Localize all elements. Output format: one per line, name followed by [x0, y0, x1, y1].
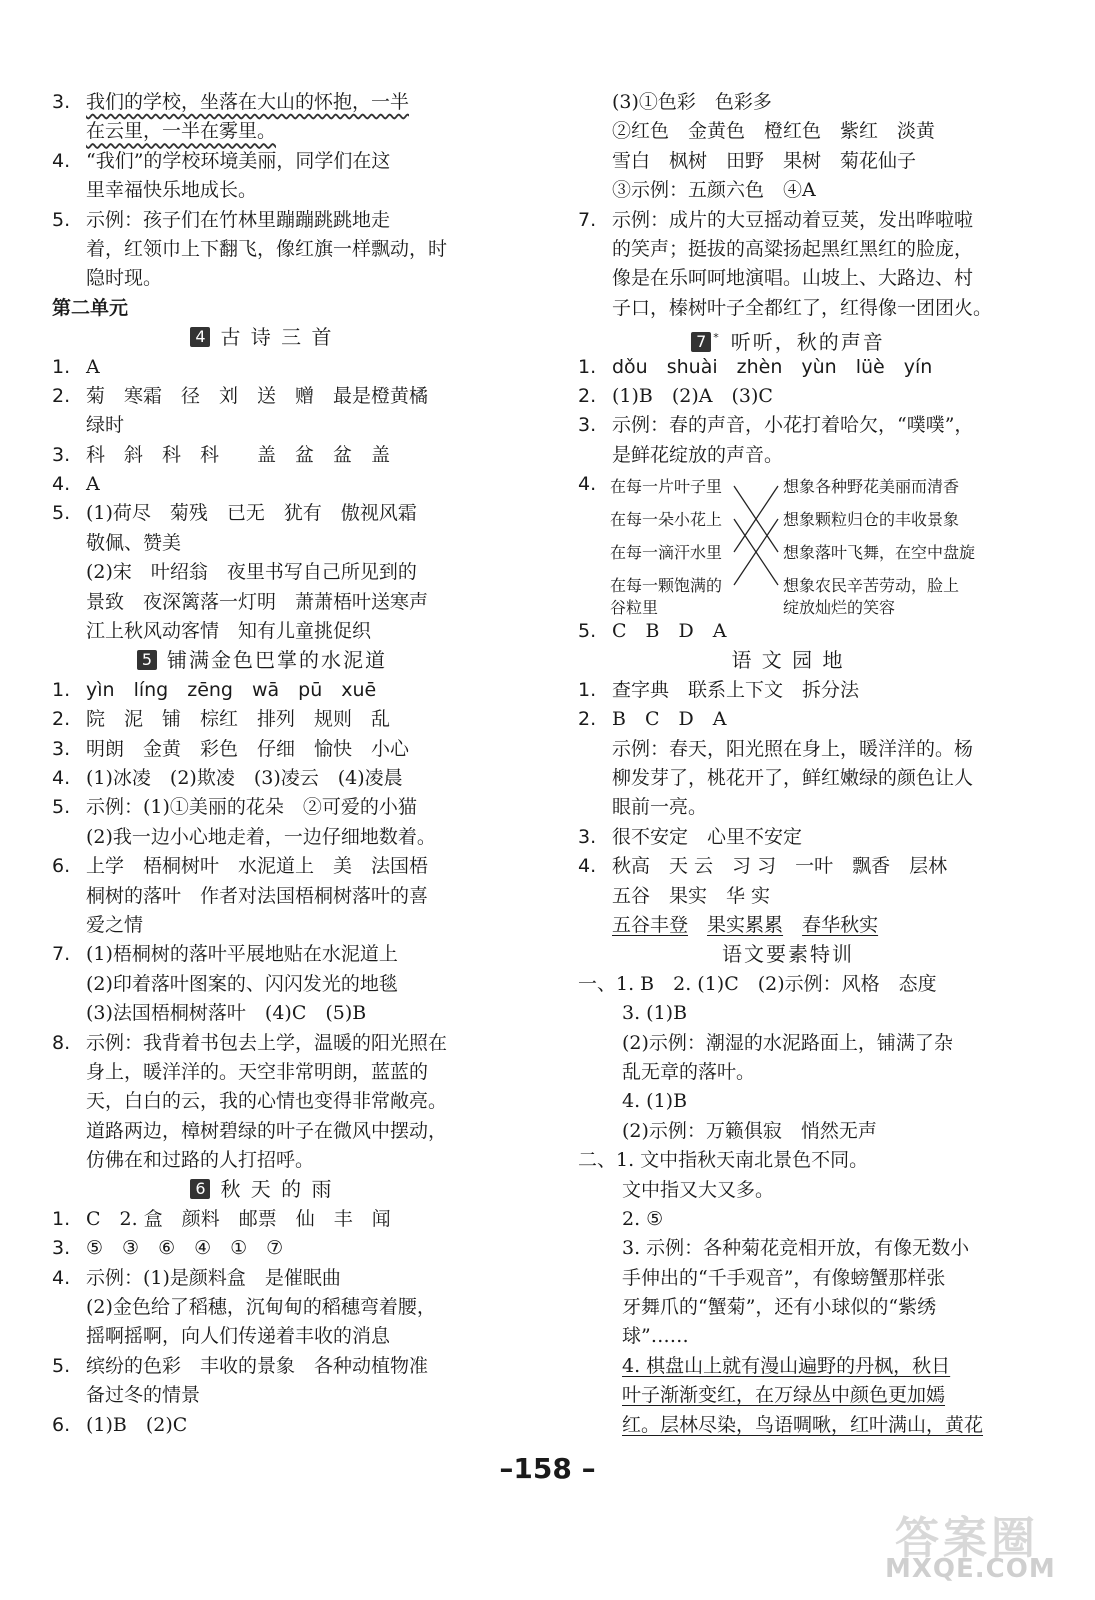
answer-line: 2. ⑤ [622, 1207, 664, 1230]
answer-text: 示例：(1)是颜料盒 是催眠曲 [86, 1266, 341, 1289]
watermark-logo: 答案圈 [895, 1513, 1039, 1564]
item-number: 3. [578, 825, 597, 848]
underlined-text: 4. 棋盘山上就有漫山遍野的丹枫，秋日 [622, 1354, 951, 1377]
match-left-item: 在每一滴汗水里 [610, 543, 723, 563]
item-number: 2. [578, 708, 597, 731]
answer-line: 的笑声；挺拔的高粱扬起黑红黑红的脸庞， [612, 237, 974, 260]
answer-line [578, 353, 998, 382]
answer-line: 是鲜花绽放的声音。 [612, 443, 784, 466]
item-number: 4. [52, 149, 71, 172]
section-title-7 [578, 323, 998, 355]
item-number: 5. [52, 796, 71, 819]
answer-line [52, 353, 472, 382]
underlined-idiom: 五谷丰登 [612, 913, 689, 936]
item-number: 6. [52, 855, 71, 878]
item-number: 1. [52, 1207, 71, 1230]
answer-line: 着，红领巾上下翻飞，像红旗一样飘动，时 [86, 237, 448, 260]
item-number: 5. [52, 502, 71, 525]
item-number: 3. [578, 414, 597, 437]
answer-line: 眼前一亮。 [612, 796, 708, 819]
answer-line [52, 793, 472, 822]
answer-line: 身上，暖洋洋的。天空非常明朗，蓝蓝的 [86, 1060, 429, 1083]
underlined-idiom: 春华秋实 [802, 913, 879, 936]
answer-line: 4. (1)B [622, 1090, 688, 1113]
answer-line [52, 1205, 472, 1234]
optional-marker: * [713, 331, 721, 345]
answer-line [52, 676, 472, 705]
answer-line: 绿时 [86, 414, 125, 437]
answer-text: 示例：春的声音，小花打着哈欠，“噗噗”， [612, 414, 974, 437]
answer-line [52, 1352, 472, 1381]
match-left-item: 谷粒里 [610, 598, 659, 618]
item-number: 4. [52, 473, 71, 496]
answer-line [578, 705, 998, 734]
watermark-url: MXQE.COM [885, 1554, 1056, 1584]
answer-text: B C D A [612, 708, 727, 731]
answer-text: 科 斜 科 科 盖 盆 盆 盖 [86, 443, 391, 466]
answer-line: 道路两边，樟树碧绿的叶子在微风中摆动， [86, 1119, 448, 1142]
answer-text: 缤纷的色彩 丰收的景象 各种动植物准 [86, 1354, 429, 1377]
answer-line: 示例：春天，阳光照在身上，暖洋洋的。杨 [612, 737, 974, 760]
wavy-underlined-text: 我们的学校，坐落在大山的怀抱，一半 [86, 91, 410, 113]
answer-text: (1)B (2)C [86, 1413, 188, 1436]
answer-line: 子口，榛树叶子全都红了，红得像一团团火。 [612, 296, 993, 319]
item-number: 1. [578, 678, 597, 701]
match-right-item: 想象农民辛苦劳动，脸上 [783, 576, 960, 596]
match-left-item: 在每一片叶子里 [610, 477, 723, 497]
answer-line: 景致 夜深篱落一灯明 萧萧梧叶送寒声 [86, 590, 429, 613]
answer-line: 摇啊摇啊，向人们传递着丰收的消息 [86, 1325, 391, 1348]
answer-text: 秋高 天 云 习 习 一叶 飘香 层林 [612, 855, 948, 878]
underlined-idiom: 果实累累 [707, 913, 784, 936]
answer-line [52, 705, 472, 734]
answer-line: 敬佩、赞美 [86, 531, 182, 554]
answer-text: ⑤ ③ ⑥ ④ ① ⑦ [86, 1237, 284, 1260]
answer-line [578, 1381, 998, 1410]
answer-line: 江上秋风动客情 知有儿童挑促织 [86, 620, 372, 643]
lesson-badge: 5 [137, 650, 157, 670]
match-right-item: 想象各种野花美丽而清香 [783, 477, 960, 497]
match-right-item: 绽放灿烂的笑容 [783, 598, 896, 618]
answer-line [52, 1234, 472, 1263]
page-number: –158 – [499, 1452, 596, 1485]
answer-line [578, 1411, 998, 1440]
item-number: 5. [578, 620, 597, 643]
answer-line: 牙舞爪的“蟹菊”，还有小球似的“紫绣 [622, 1296, 937, 1319]
answer-line [578, 852, 998, 881]
answer-line: (2)印着落叶图案的、闪闪发光的地毯 [86, 972, 398, 995]
lesson-badge: 6 [190, 1179, 210, 1199]
answer-text: 示例：成片的大豆摇动着豆荚，发出哗啦啦 [612, 208, 974, 231]
answer-line: 仿佛在和过路的人打招呼。 [86, 1149, 315, 1172]
item-number: 3. [52, 443, 71, 466]
answer-line [52, 117, 472, 146]
answer-text: 示例：孩子们在竹林里蹦蹦跳跳地走 [86, 208, 391, 231]
item-number: 5. [52, 208, 71, 231]
answer-line: (2)金色给了稻穗，沉甸甸的稻穗弯着腰， [86, 1296, 436, 1319]
answer-line: (2)示例：潮湿的水泥路面上，铺满了杂 [622, 1031, 953, 1054]
answer-text: 菊 寒霜 径 刘 送 赠 最是橙黄橘 [86, 384, 429, 407]
answer-line [578, 206, 998, 235]
right-column [578, 88, 998, 1440]
match-left-item: 在每一朵小花上 [610, 510, 723, 530]
section-title-6 [52, 1175, 472, 1204]
answer-text: 示例：(1)①美丽的花朵 ②可爱的小猫 [86, 796, 417, 819]
answer-line: 乱无章的落叶。 [622, 1060, 756, 1083]
answer-line [578, 1352, 998, 1381]
answer-text: A [86, 355, 100, 378]
match-right-item: 想象落叶飞舞，在空中盘旋 [783, 543, 976, 563]
answer-text: (1)B (2)A (3)C [612, 384, 773, 407]
answer-line [52, 1411, 472, 1440]
answer-line: 雪白 枫树 田野 果树 菊花仙子 [612, 149, 917, 172]
item-number: 1. [52, 355, 71, 378]
answer-text: “我们”的学校环境美丽，同学们在这 [86, 149, 391, 172]
item-number: 4. [52, 766, 71, 789]
item-number: 1. [52, 678, 71, 701]
answer-line [52, 88, 472, 117]
answer-text: A [86, 473, 100, 496]
matching-exercise [578, 470, 998, 617]
item-number: 2. [52, 384, 71, 407]
answer-line [52, 940, 472, 969]
answer-line: 手伸出的“千手观音”，有像螃蟹那样张 [622, 1266, 946, 1289]
lesson-badge: 4 [190, 327, 210, 347]
answer-line: 隐时现。 [86, 267, 163, 290]
item-number: 6. [52, 1413, 71, 1436]
answer-line [52, 441, 472, 470]
answer-line [52, 735, 472, 764]
answer-line [52, 499, 472, 528]
answer-line: 桐树的落叶 作者对法国梧桐树落叶的喜 [86, 884, 429, 907]
answer-line [52, 147, 472, 176]
item-number: 3. [52, 1237, 71, 1260]
answer-text: C B D A [612, 620, 727, 643]
watermark [885, 1502, 1075, 1592]
answer-text: 院 泥 铺 棕红 排列 规则 乱 [86, 708, 391, 731]
answer-line: 3. 示例：各种菊花竞相开放，有像无数小 [622, 1237, 970, 1260]
pinyin-text: yìn líng zēng wā pū xuē [86, 678, 377, 701]
answer-line [52, 382, 472, 411]
answer-line [578, 676, 998, 705]
left-column [52, 88, 472, 1440]
match-left-item: 在每一颗饱满的 [610, 576, 723, 596]
answer-text: (1)荷尽 菊残 已无 犹有 傲视风霜 [86, 502, 417, 525]
lesson-badge: 7 [691, 332, 711, 352]
item-number: 7. [52, 943, 71, 966]
answer-line [578, 823, 998, 852]
answer-text: C 2. 盒 颜料 邮票 仙 丰 闻 [86, 1207, 391, 1230]
answer-line: 五谷 果实 华 实 [612, 884, 771, 907]
answer-line: 球”…… [622, 1325, 689, 1348]
item-number: 4. [578, 855, 597, 878]
wavy-underlined-text: 在云里，一半在雾里。 [86, 120, 277, 143]
answer-line: ②红色 金黄色 橙红色 紫红 淡黄 [612, 120, 936, 143]
unit-title: 第二单元 [52, 296, 129, 319]
item-number: 2. [52, 708, 71, 731]
item-number: 2. [578, 384, 597, 407]
section-title-5 [52, 646, 472, 675]
item-number: 8. [52, 1031, 71, 1054]
answer-text: 明朗 金黄 彩色 仔细 愉快 小心 [86, 737, 410, 760]
answer-line [52, 470, 472, 499]
answer-line [52, 1264, 472, 1293]
answer-line [578, 382, 998, 411]
pinyin-text: dǒu shuài zhèn yùn lüè yín [612, 355, 933, 378]
item-number: 3. [52, 91, 71, 113]
answer-line [52, 764, 472, 793]
answer-line: (2)我一边小心地走着，一边仔细地数着。 [86, 825, 436, 848]
answer-line: 柳发芽了，桃花开了，鲜红嫩绿的颜色让人 [612, 767, 974, 790]
item-number: 5. [52, 1354, 71, 1377]
answer-line: ③示例：五颜六色 ④A [612, 179, 816, 202]
item-number: 4. [52, 1266, 71, 1289]
answer-line: 备过冬的情景 [86, 1384, 201, 1407]
answer-line [52, 852, 472, 881]
item-number: 7. [578, 208, 597, 231]
answer-line [578, 411, 998, 440]
item-number: 1. [578, 355, 597, 378]
answer-line [578, 911, 998, 940]
answer-line: 一、1. B 2. (1)C (2)示例：风格 态度 [578, 972, 937, 995]
answer-text: 查字典 联系上下文 拆分法 [612, 678, 860, 701]
answer-text: (1)梧桐树的落叶平展地贴在水泥道上 [86, 943, 398, 966]
answer-line: (3)法国梧桐树落叶 (4)C (5)B [86, 1002, 367, 1025]
answer-line: 文中指又大又多。 [622, 1178, 775, 1201]
answer-line [578, 617, 998, 646]
section-title-training: 语文要素特训 [722, 942, 854, 967]
answer-text: (1)冰凌 (2)欺凌 (3)凌云 (4)凌晨 [86, 766, 403, 789]
match-lines [730, 470, 790, 610]
section-title-text: 古 诗 三 首 [220, 325, 334, 350]
answer-line [52, 206, 472, 235]
section-title-text: 听听，秋的声音 [730, 330, 885, 355]
section-title-garden: 语 文 园 地 [731, 648, 845, 673]
answer-line: 像是在乐呵呵地演唱。山坡上、大路边、村 [612, 267, 974, 290]
answer-text: 上学 梧桐树叶 水泥道上 美 法国梧 [86, 855, 429, 878]
section-title-text: 秋 天 的 雨 [220, 1177, 334, 1202]
underlined-text: 红。层林尽染，鸟语啁啾，红叶满山，黄花 [622, 1413, 984, 1436]
answer-line: (2)示例：万籁俱寂 悄然无声 [622, 1119, 877, 1142]
answer-text: 很不安定 心里不安定 [612, 825, 803, 848]
answer-line: (3)①色彩 色彩多 [612, 91, 772, 113]
answer-line: 爱之情 [86, 913, 144, 936]
section-title-4 [52, 323, 472, 352]
answer-line: (2)宋 叶绍翁 夜里书写自己所见到的 [86, 561, 417, 584]
underlined-text: 叶子渐渐变红，在万绿丛中颜色更加嫣 [622, 1384, 946, 1407]
item-number: 3. [52, 737, 71, 760]
answer-line: 3. (1)B [622, 1002, 688, 1025]
section-title-text: 铺满金色巴掌的水泥道 [167, 648, 387, 673]
match-right-item: 想象颗粒归仓的丰收景象 [783, 510, 960, 530]
answer-line [52, 1029, 472, 1058]
answer-line: 天，白白的云，我的心情也变得非常敞亮。 [86, 1090, 448, 1113]
answer-text: 示例：我背着书包去上学，温暖的阳光照在 [86, 1031, 448, 1054]
answer-line: 里幸福快乐地成长。 [86, 179, 258, 202]
item-number: 4. [578, 473, 597, 496]
answer-line: 二、1. 文中指秋天南北景色不同。 [578, 1149, 869, 1172]
